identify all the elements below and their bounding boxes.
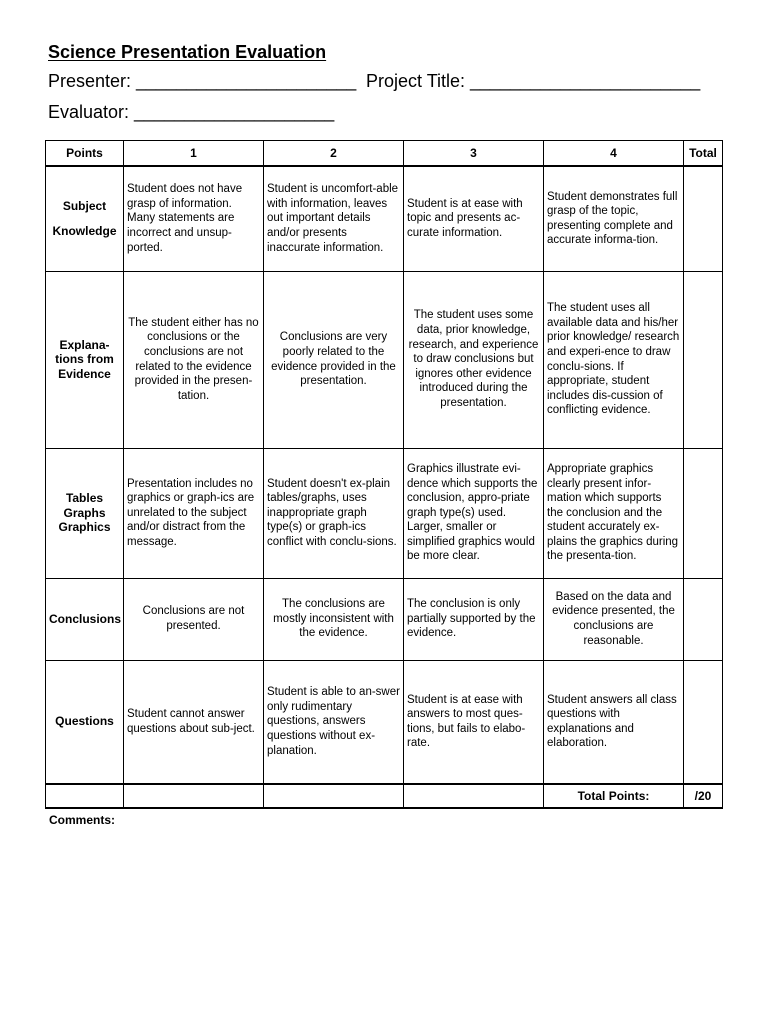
rubric-cell: Based on the data and evidence presented, the conclusions are reasonable. (544, 578, 684, 660)
rubric-cell: Student is uncomfort-able with information, leaves out important details and/or presents inaccurate information. (264, 166, 404, 271)
evaluator-field[interactable]: Evaluator: ____________________ (48, 102, 335, 122)
rubric-cell: The conclusions are mostly inconsistent with the evidence. (264, 578, 404, 660)
rubric-cell: The student uses some data, prior knowledge, research, and experience to draw conclusions but ignores other evidence introduced during the presentation. (404, 271, 544, 448)
row-total-cell[interactable] (684, 578, 723, 660)
total-points-value[interactable]: /20 (684, 784, 723, 808)
empty-cell (264, 784, 404, 808)
rubric-cell: Student does not have grasp of information. Many statements are incorrect and unsup-ported. (124, 166, 264, 271)
rubric-cell: Conclusions are not presented. (124, 578, 264, 660)
criterion-label: Subject (62, 199, 107, 214)
rubric-cell: Appropriate graphics clearly present infor-mation which supports the conclusion and the student accurately ex-plains the graphics during the presenta-tion. (544, 448, 684, 578)
rubric-cell: Student is at ease with answers to most ques-tions, but fails to elabo-rate. (404, 660, 544, 784)
criterion-conclusions: Conclusions (46, 578, 124, 660)
header-points: Points (46, 141, 124, 167)
row-tables-graphs (46, 448, 723, 578)
empty-cell (404, 784, 544, 808)
criterion-subject-knowledge (46, 166, 124, 271)
rubric-cell: Student answers all class questions with explanations and elaboration. (544, 660, 684, 784)
row-questions (46, 660, 723, 784)
presenter-field[interactable]: Presenter: ______________________ (48, 71, 357, 91)
rubric-table (45, 140, 723, 809)
total-row (46, 784, 723, 808)
criterion-gap (49, 214, 120, 224)
header-total: Total (684, 141, 723, 167)
criterion-questions: Questions (46, 660, 124, 784)
rubric-cell: Student demonstrates full grasp of the topic, presenting complete and accurate informa-tion. (544, 166, 684, 271)
rubric-cell: Student doesn't ex-plain tables/graphs, uses inappropriate graph type(s) or graph-ics conflict with conclu-sions. (264, 448, 404, 578)
rubric-cell: Student is at ease with topic and presents ac-curate information. (404, 166, 544, 271)
rubric-cell: Conclusions are very poorly related to the evidence provided in the presentation. (264, 271, 404, 448)
empty-cell (124, 784, 264, 808)
row-conclusions (46, 578, 723, 660)
project-title-field[interactable]: Project Title: _______________________ (366, 71, 701, 91)
header-row (46, 141, 723, 167)
criterion-label: Knowledge (52, 223, 117, 238)
page-title: Science Presentation Evaluation (48, 42, 327, 62)
criterion-explanations: Explana-tions from Evidence (46, 271, 124, 448)
criterion-tables-graphs: Tables Graphs Graphics (46, 448, 124, 578)
total-points-label: Total Points: (544, 784, 684, 808)
rubric-cell: The student uses all available data and his/her prior knowledge/ research and experi-ence to draw conclu-sions. If appropriate, student includes dis-cussion of conflicting evidence. (544, 271, 684, 448)
rubric-cell: Graphics illustrate evi-dence which supports the conclusion, appro-priate graph type(s) used. Larger, smaller or simplified graphics would be more clear. (404, 448, 544, 578)
row-total-cell[interactable] (684, 448, 723, 578)
rubric-cell: Presentation includes no graphics or graph-ics are unrelated to the subject and/or distract from the message. (124, 448, 264, 578)
row-total-cell[interactable] (684, 166, 723, 271)
row-total-cell[interactable] (684, 660, 723, 784)
header-score-4: 4 (544, 141, 684, 167)
comments-label: Comments: (49, 813, 116, 827)
row-total-cell[interactable] (684, 271, 723, 448)
rubric-cell: The student either has no conclusions or the conclusions are not related to the evidence provided in the presen-tation. (124, 271, 264, 448)
rubric-cell: The conclusion is only partially supported by the evidence. (404, 578, 544, 660)
header-score-3: 3 (404, 141, 544, 167)
empty-cell (46, 784, 124, 808)
header-score-2: 2 (264, 141, 404, 167)
rubric-cell: Student is able to an-swer only rudimentary questions, answers questions without ex-planation. (264, 660, 404, 784)
header-score-1: 1 (124, 141, 264, 167)
row-explanations (46, 271, 723, 448)
rubric-cell: Student cannot answer questions about sub-ject. (124, 660, 264, 784)
row-subject-knowledge (46, 166, 723, 271)
